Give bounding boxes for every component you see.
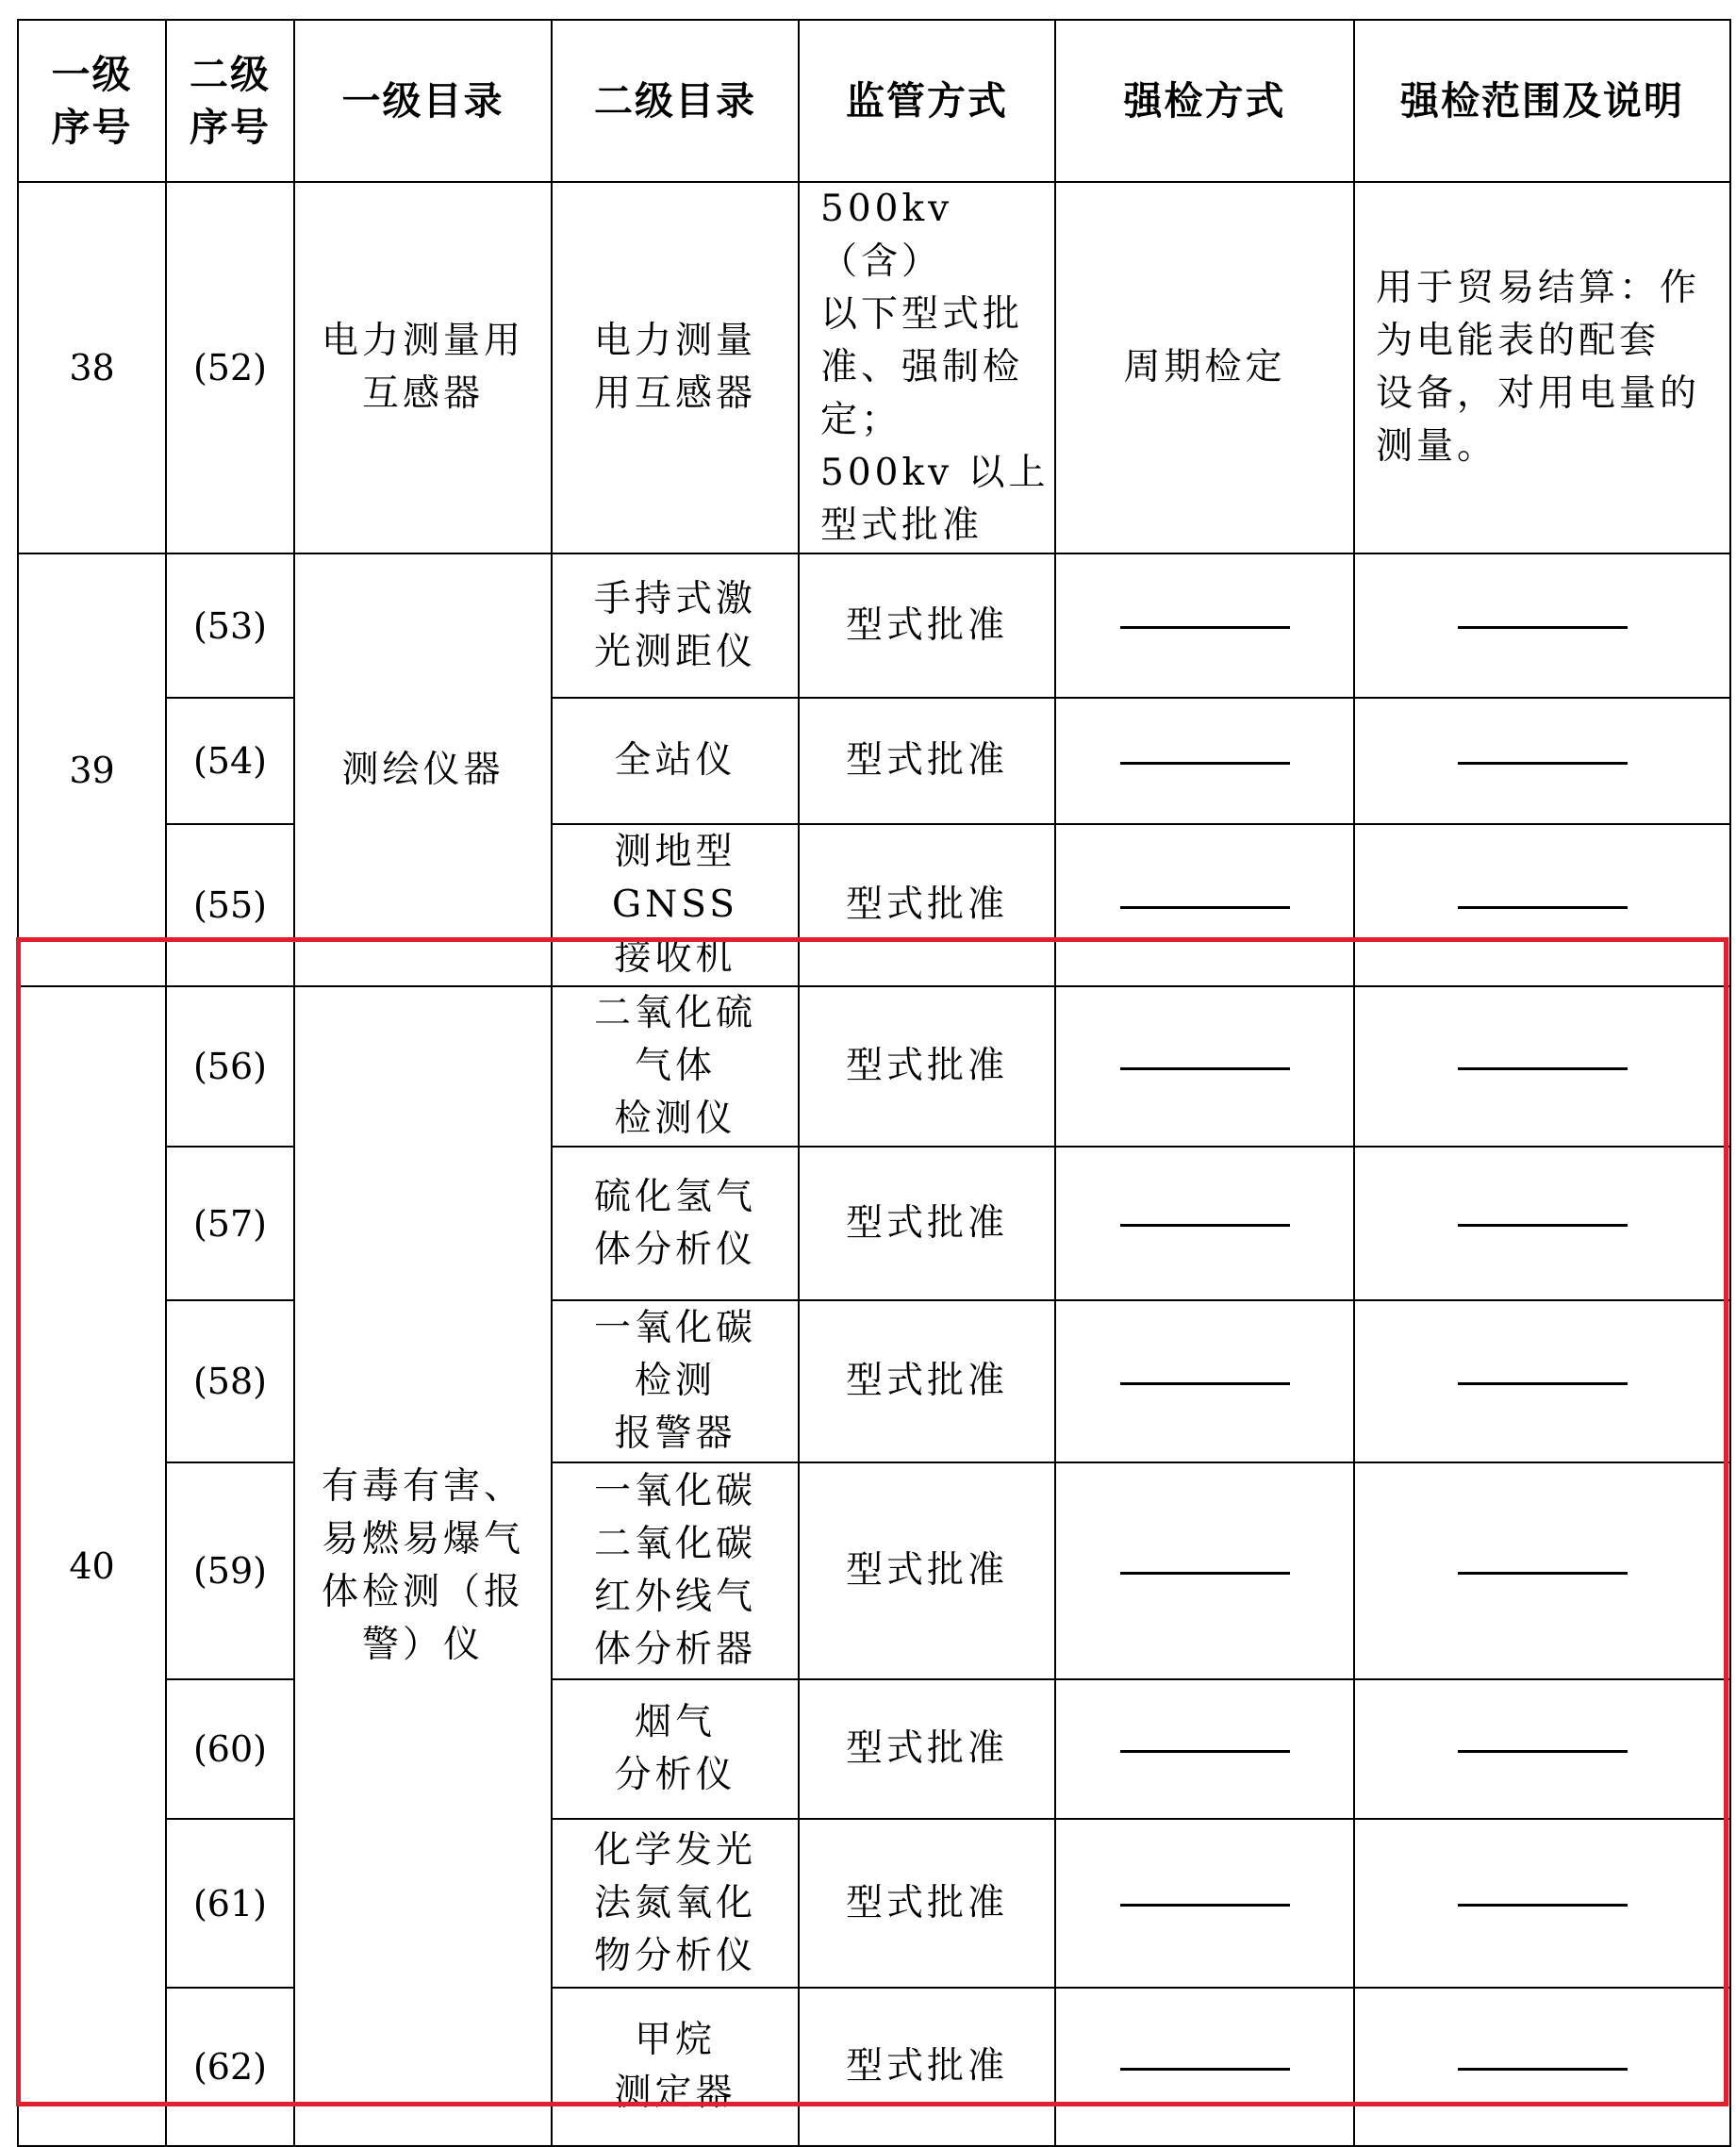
dash-mark [1120,906,1290,909]
level2-no: (57) [166,1147,294,1300]
dash-mark [1458,1904,1628,1907]
dash-mark [1458,626,1628,629]
header-inspection: 强检方式 [1055,20,1354,182]
supervision-cell: 型式批准 [799,1988,1055,2146]
inspection-cell [1055,986,1354,1147]
inspection-cell [1055,698,1354,824]
level2-no: (53) [166,553,294,698]
header-level2-no: 二级 序号 [166,20,294,182]
level1-no: 38 [18,182,166,553]
dash-mark [1458,2068,1628,2071]
level2-no: (55) [166,824,294,986]
level2-category: 甲烷 测定器 [552,1988,799,2146]
level2-no: (54) [166,698,294,824]
level2-category: 测地型 GNSS 接收机 [552,824,799,986]
dash-mark [1458,1067,1628,1070]
scope-cell [1354,698,1730,824]
scope-cell [1354,1147,1730,1300]
table-row [18,986,1730,1147]
dash-mark [1120,1750,1290,1753]
table-row [18,1679,1730,1819]
supervision-cell: 型式批准 [799,698,1055,824]
dash-mark [1458,762,1628,765]
level2-category: 烟气 分析仪 [552,1679,799,1819]
dash-mark [1120,626,1290,629]
level1-category: 测绘仪器 [294,553,552,986]
table-row [18,1819,1730,1988]
scope-cell [1354,1988,1730,2146]
level2-category: 化学发光 法氮氧化 物分析仪 [552,1819,799,1988]
header-level1-no: 一级 序号 [18,20,166,182]
header-scope: 强检范围及说明 [1354,20,1730,182]
header-level2-category: 二级目录 [552,20,799,182]
inspection-cell [1055,553,1354,698]
dash-mark [1120,762,1290,765]
level2-no: (59) [166,1462,294,1679]
supervision-cell: 型式批准 [799,553,1055,698]
dash-mark [1120,1904,1290,1907]
table-row [18,553,1730,698]
scope-cell [1354,1300,1730,1462]
inspection-cell [1055,1462,1354,1679]
table-row [18,1988,1730,2146]
supervision-cell: 型式批准 [799,986,1055,1147]
level1-no: 39 [18,553,166,986]
inspection-cell [1055,1300,1354,1462]
inspection-cell [1055,824,1354,986]
level2-category: 硫化氢气 体分析仪 [552,1147,799,1300]
inspection-cell [1055,1819,1354,1988]
table-row [18,1462,1730,1679]
dash-mark [1120,1572,1290,1575]
dash-mark [1120,1382,1290,1385]
dash-mark [1458,906,1628,909]
supervision-cell: 500kv（含） 以下型式批 准、强制检 定； 500kv 以上 型式批准 [799,182,1055,553]
dash-mark [1458,1750,1628,1753]
dash-mark [1120,2068,1290,2071]
header-row [18,20,1730,182]
inspection-cell [1055,1988,1354,2146]
level2-no: (52) [166,182,294,553]
inspection-cell: 周期检定 [1055,182,1354,553]
supervision-cell: 型式批准 [799,1147,1055,1300]
supervision-cell: 型式批准 [799,824,1055,986]
scope-cell [1354,553,1730,698]
table-row [18,698,1730,824]
table-row [18,1300,1730,1462]
header-level1-category: 一级目录 [294,20,552,182]
table-row [18,1147,1730,1300]
scope-cell: 用于贸易结算：作 为电能表的配套 设备，对用电量的 测量。 [1354,182,1730,553]
table-row [18,182,1730,553]
dash-mark [1458,1382,1628,1385]
level2-no: (61) [166,1819,294,1988]
scope-cell [1354,1819,1730,1988]
level2-no: (58) [166,1300,294,1462]
supervision-cell: 型式批准 [799,1300,1055,1462]
level2-no: (62) [166,1988,294,2146]
supervision-cell: 型式批准 [799,1679,1055,1819]
inspection-cell [1055,1679,1354,1819]
level1-no: 40 [18,986,166,2146]
level2-no: (56) [166,986,294,1147]
dash-mark [1120,1224,1290,1227]
header-supervision: 监管方式 [799,20,1055,182]
supervision-cell: 型式批准 [799,1819,1055,1988]
level1-category: 电力测量用 互感器 [294,182,552,553]
level2-category: 一氧化碳 二氧化碳 红外线气 体分析器 [552,1462,799,1679]
dash-mark [1120,1067,1290,1070]
regulation-table [17,19,1731,2147]
level2-category: 电力测量 用互感器 [552,182,799,553]
dash-mark [1458,1572,1628,1575]
level2-category: 手持式激 光测距仪 [552,553,799,698]
supervision-cell: 型式批准 [799,1462,1055,1679]
table-row [18,824,1730,986]
level2-no: (60) [166,1679,294,1819]
dash-mark [1458,1224,1628,1227]
scope-cell [1354,824,1730,986]
level2-category: 一氧化碳 检测 报警器 [552,1300,799,1462]
level2-category: 二氧化硫 气体 检测仪 [552,986,799,1147]
level1-category: 有毒有害、 易燃易爆气 体检测（报 警）仪 [294,986,552,2146]
scope-cell [1354,1462,1730,1679]
inspection-cell [1055,1147,1354,1300]
scope-cell [1354,986,1730,1147]
scope-cell [1354,1679,1730,1819]
level2-category: 全站仪 [552,698,799,824]
